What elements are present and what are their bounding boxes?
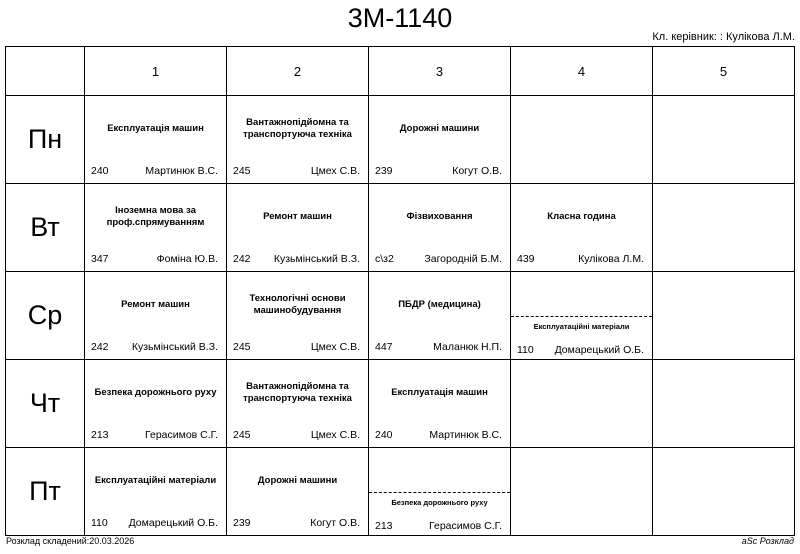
lesson-room: 439 — [517, 253, 535, 265]
period-header: 3 — [369, 47, 511, 96]
empty-cell — [511, 360, 653, 448]
empty-cell — [511, 96, 653, 184]
corner-cell — [6, 47, 85, 96]
day-row-friday — [6, 448, 795, 536]
day-label: Вт — [6, 184, 85, 272]
lesson-cell[interactable] — [85, 360, 227, 448]
lesson-room: 245 — [233, 429, 251, 441]
half-lesson[interactable] — [511, 316, 652, 360]
lesson-subject: Експлуатація машин — [391, 387, 488, 398]
split-cell — [369, 448, 511, 536]
lesson-subject: Ремонт машин — [121, 299, 190, 310]
lesson-room: с\з2 — [375, 253, 394, 265]
lesson-subject: Ремонт машин — [263, 211, 332, 222]
lesson-room: 242 — [91, 341, 109, 353]
timetable — [5, 46, 795, 536]
lesson-subject: Іноземна мова за проф.спрямуванням — [106, 205, 205, 228]
empty-cell — [511, 448, 653, 536]
lesson-subject: Експлуатація машин — [107, 123, 204, 134]
lesson-subject: Класна година — [547, 211, 616, 222]
day-label: Чт — [6, 360, 85, 448]
lesson-teacher: Цмех С.В. — [310, 341, 360, 353]
lesson-teacher: Мартинюк В.С. — [145, 165, 218, 177]
lesson-room: 347 — [91, 253, 109, 265]
half-lesson[interactable] — [369, 492, 510, 536]
split-cell — [511, 272, 653, 360]
lesson-teacher: Кузьмінський В.З. — [273, 253, 360, 265]
empty-half-lesson — [511, 272, 652, 317]
lesson-subject: Вантажнопідйомна та транспортуюча техніка — [243, 117, 352, 140]
lesson-cell[interactable] — [227, 184, 369, 272]
lesson-subject: Дорожні машини — [257, 475, 338, 486]
lesson-room: 245 — [233, 165, 251, 177]
lesson-cell[interactable] — [369, 184, 511, 272]
lesson-teacher: Цмех С.В. — [310, 429, 360, 441]
lesson-cell[interactable] — [227, 360, 369, 448]
lesson-teacher: Когут О.В. — [452, 165, 502, 177]
day-label: Ср — [6, 272, 85, 360]
day-label: Пт — [6, 448, 85, 536]
lesson-room: 240 — [91, 165, 109, 177]
lesson-subject: ПБДР (медицина) — [398, 299, 481, 310]
lesson-teacher: Когут О.В. — [310, 517, 360, 529]
lesson-cell[interactable] — [85, 96, 227, 184]
empty-cell — [653, 448, 795, 536]
lesson-subject: Безпека дорожнього руху — [391, 497, 488, 507]
lesson-room: 110 — [517, 344, 534, 356]
lesson-teacher: Маланюк Н.П. — [433, 341, 502, 353]
lesson-subject: Безпека дорожнього руху — [94, 387, 217, 398]
lesson-room: 245 — [233, 341, 251, 353]
lesson-teacher: Домарецький О.Б. — [554, 344, 644, 356]
day-row-tuesday — [6, 184, 795, 272]
lesson-cell[interactable] — [227, 448, 369, 536]
empty-cell — [653, 184, 795, 272]
lesson-subject: Експлуатаційні матеріали — [94, 475, 217, 486]
lesson-teacher: Герасимов С.Г. — [145, 429, 218, 441]
lesson-teacher: Кулікова Л.М. — [578, 253, 644, 265]
lesson-cell[interactable] — [369, 272, 511, 360]
lesson-teacher: Кузьмінський В.З. — [131, 341, 218, 353]
lesson-subject: Фізвиховання — [406, 211, 473, 222]
lesson-room: 239 — [233, 517, 251, 529]
lesson-subject: Вантажнопідйомна та транспортуюча техніка — [243, 381, 352, 404]
lesson-cell[interactable] — [369, 96, 511, 184]
period-header-row — [6, 47, 795, 96]
empty-cell — [653, 96, 795, 184]
lesson-subject: Технологічні основи машинобудування — [249, 293, 346, 316]
lesson-cell[interactable] — [369, 360, 511, 448]
day-row-wednesday — [6, 272, 795, 360]
lesson-room: 110 — [91, 517, 108, 529]
period-header: 2 — [227, 47, 369, 96]
lesson-room: 213 — [375, 520, 393, 532]
lesson-teacher: Мартинюк В.С. — [429, 429, 502, 441]
empty-cell — [653, 272, 795, 360]
lesson-room: 239 — [375, 165, 393, 177]
empty-cell — [653, 360, 795, 448]
lesson-teacher: Цмех С.В. — [310, 165, 360, 177]
period-header: 4 — [511, 47, 653, 96]
lesson-cell[interactable] — [85, 272, 227, 360]
lesson-room: 242 — [233, 253, 251, 265]
lesson-cell[interactable] — [511, 184, 653, 272]
lesson-subject: Дорожні машини — [399, 123, 480, 134]
day-row-thursday — [6, 360, 795, 448]
period-header: 5 — [653, 47, 795, 96]
lesson-room: 240 — [375, 429, 393, 441]
lesson-teacher: Герасимов С.Г. — [429, 520, 502, 532]
lesson-cell[interactable] — [227, 96, 369, 184]
lesson-teacher: Фоміна Ю.В. — [156, 253, 218, 265]
lesson-teacher: Домарецький О.Б. — [128, 517, 218, 529]
empty-half-lesson — [369, 448, 510, 493]
lesson-room: 213 — [91, 429, 109, 441]
footer-brand: aSc Розклад — [741, 536, 794, 546]
lesson-cell[interactable] — [85, 448, 227, 536]
period-header: 1 — [85, 47, 227, 96]
page-title: 3М-1140 — [347, 3, 453, 33]
lesson-cell[interactable] — [85, 184, 227, 272]
lesson-teacher: Загородній Б.М. — [424, 253, 502, 265]
footer-created-date: Розклад складений:20.03.2026 — [6, 536, 135, 546]
day-row-monday — [6, 96, 795, 184]
day-label: Пн — [6, 96, 85, 184]
lesson-room: 447 — [375, 341, 393, 353]
class-teacher: Кл. керівник: : Кулікова Л.М. — [652, 31, 795, 43]
lesson-subject: Експлуатаційні матеріали — [533, 321, 630, 331]
lesson-cell[interactable] — [227, 272, 369, 360]
